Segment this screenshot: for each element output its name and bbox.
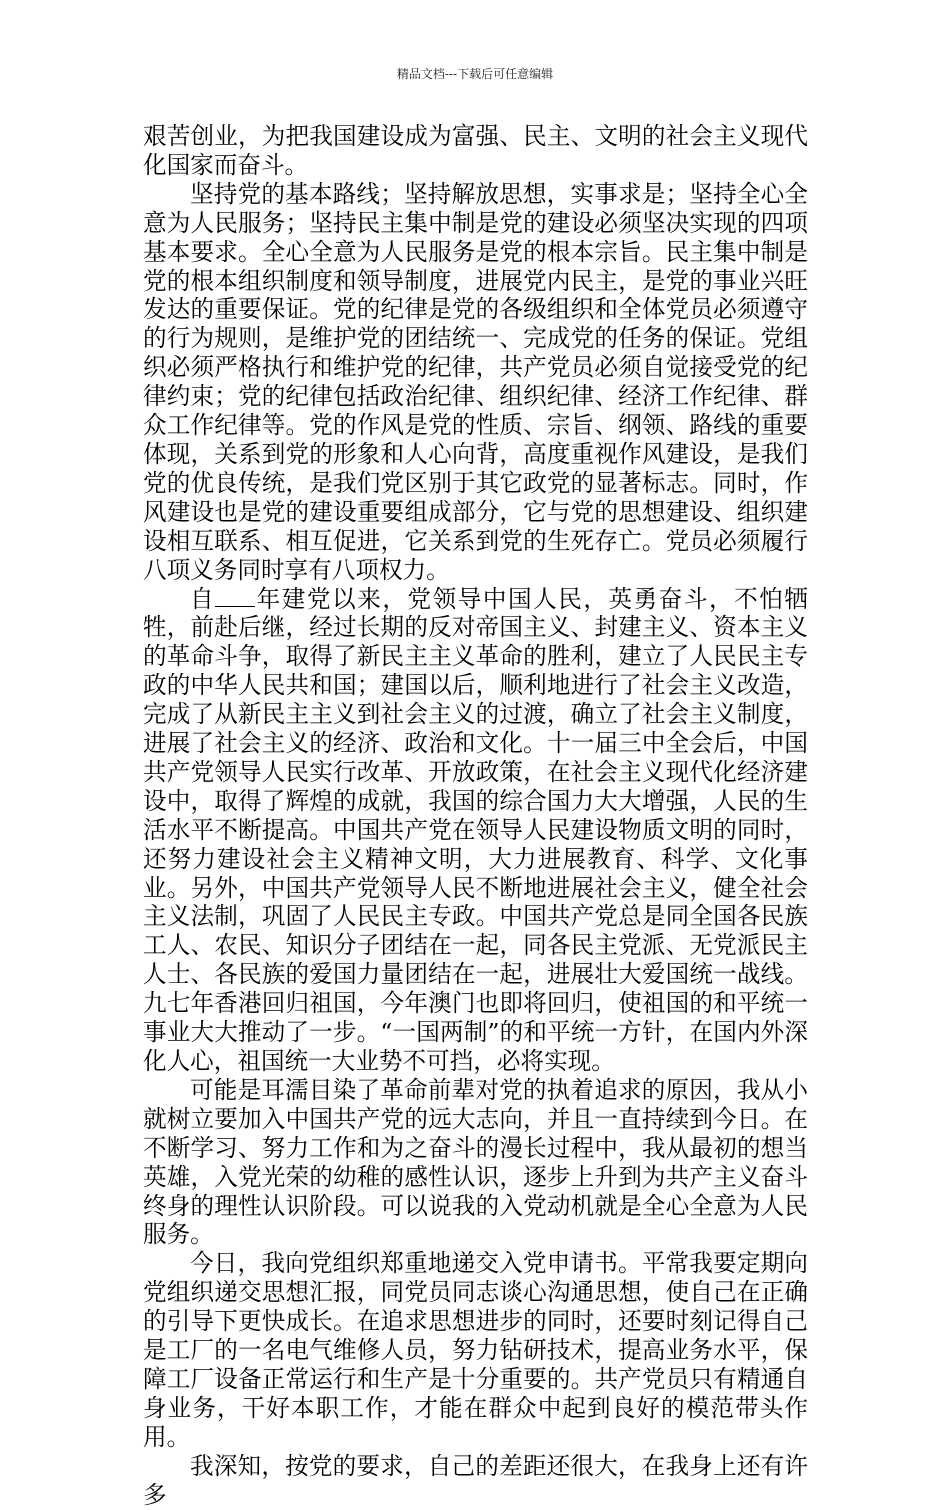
paragraph-1: 艰苦创业，为把我国建设成为富强、民主、文明的社会主义现代化国家而奋斗。 <box>143 122 808 179</box>
paragraph-5: 今日，我向党组织郑重地递交入党申请书。平常我要定期向党组织递交思想汇报，同党员同志谈心沟通思想，使自己在正确的引导下更快成长。在追求思想进步的同时，还要时刻记得自己是工厂的一名电气维修人员，努力钻研技术，提高业务水平，保障工厂设备正常运行和生产是十分重要的。共产党员只有精通自身业务，干好本职工作，才能在群众中起到良好的模范带头作用。 <box>143 1249 808 1451</box>
paragraph-4: 可能是耳濡目染了革命前辈对党的执着追求的原因，我从小就树立要加入中国共产党的远大志向，并且一直持续到今日。在不断学习、努力工作和为之奋斗的漫长过程中，我从最初的想当英雄，入党光荣的幼稚的感性认识，逐步上升到为共产主义奋斗终身的理性认识阶段。可以说我的入党动机就是全心全意为人民服务。 <box>143 1075 808 1249</box>
paragraph-3-rest: 年建党以来，党领导中国人民，英勇奋斗，不怕牺牲，前赴后继，经过长期的反对帝国主义、封建主义、资本主义的革命斗争，取得了新民主主义革命的胜利，建立了人民民主专政的中华人民共和国；建国以后，顺利地进行了社会主义改造，完成了从新民主主义到社会主义的过渡，确立了社会主义制度，进展了社会主义的经济、政治和文化。十一届三中全会后，中国共产党领导人民实行改革、开放政策，在社会主义现代化经济建设中，取得了辉煌的成就，我国的综合国力大大增强，人民的生活水平不断提高。中国共产党在领导人民建设物质文明的同时，还努力建设社会主义精神文明，大力进展教育、科学、文化事业。另外，中国共产党领导人民不断地进展社会主义，健全社会主义法制，巩固了人民民主专政。中国共产党总是同全国各民族工人、农民、知识分子团结在一起，同各民主党派、无党派民主人士、各民族的爱国力量团结在一起，进展壮大爱国统一战线。九七年香港回归祖国，今年澳门也即将回归，使祖国的和平统一事业大大推动了一步。“一国两制”的和平统一方针，在国内外深化人心，祖国统一大业势不可挡，必将实现。 <box>143 584 809 1075</box>
fill-in-blank <box>215 588 255 607</box>
document-body <box>143 122 808 1510</box>
page-header: 精品文档---下载后可任意编辑 <box>396 67 554 81</box>
paragraph-2: 坚持党的基本路线；坚持解放思想，实事求是；坚持全心全意为人民服务；坚持民主集中制是党的建设必须坚决实现的四项基本要求。全心全意为人民服务是党的根本宗旨。民主集中制是党的根本组织制度和领导制度，进展党内民主，是党的事业兴旺发达的重要保证。党的纪律是党的各级组织和全体党员必须遵守的行为规则，是维护党的团结统一、完成党的任务的保证。党组织必须严格执行和维护党的纪律，共产党员必须自觉接受党的纪律约束；党的纪律包括政治纪律、组织纪律、经济工作纪律、群众工作纪律等。党的作风是党的性质、宗旨、纲领、路线的重要体现，关系到党的形象和人心向背，高度重视作风建设，是我们党的优良传统，是我们党区别于其它政党的显著标志。同时，作风建设也是党的建设重要组成部分，它与党的思想建设、组织建设相互联系、相互促进，它关系到党的生死存亡。党员必须履行八项义务同时享有八项权力。 <box>143 179 808 584</box>
paragraph-6: 我深知，按党的要求，自己的差距还很大，在我身上还有许多 <box>143 1451 808 1509</box>
paragraph-3-lead: 自 <box>190 584 216 613</box>
paragraph-3 <box>143 585 808 1076</box>
